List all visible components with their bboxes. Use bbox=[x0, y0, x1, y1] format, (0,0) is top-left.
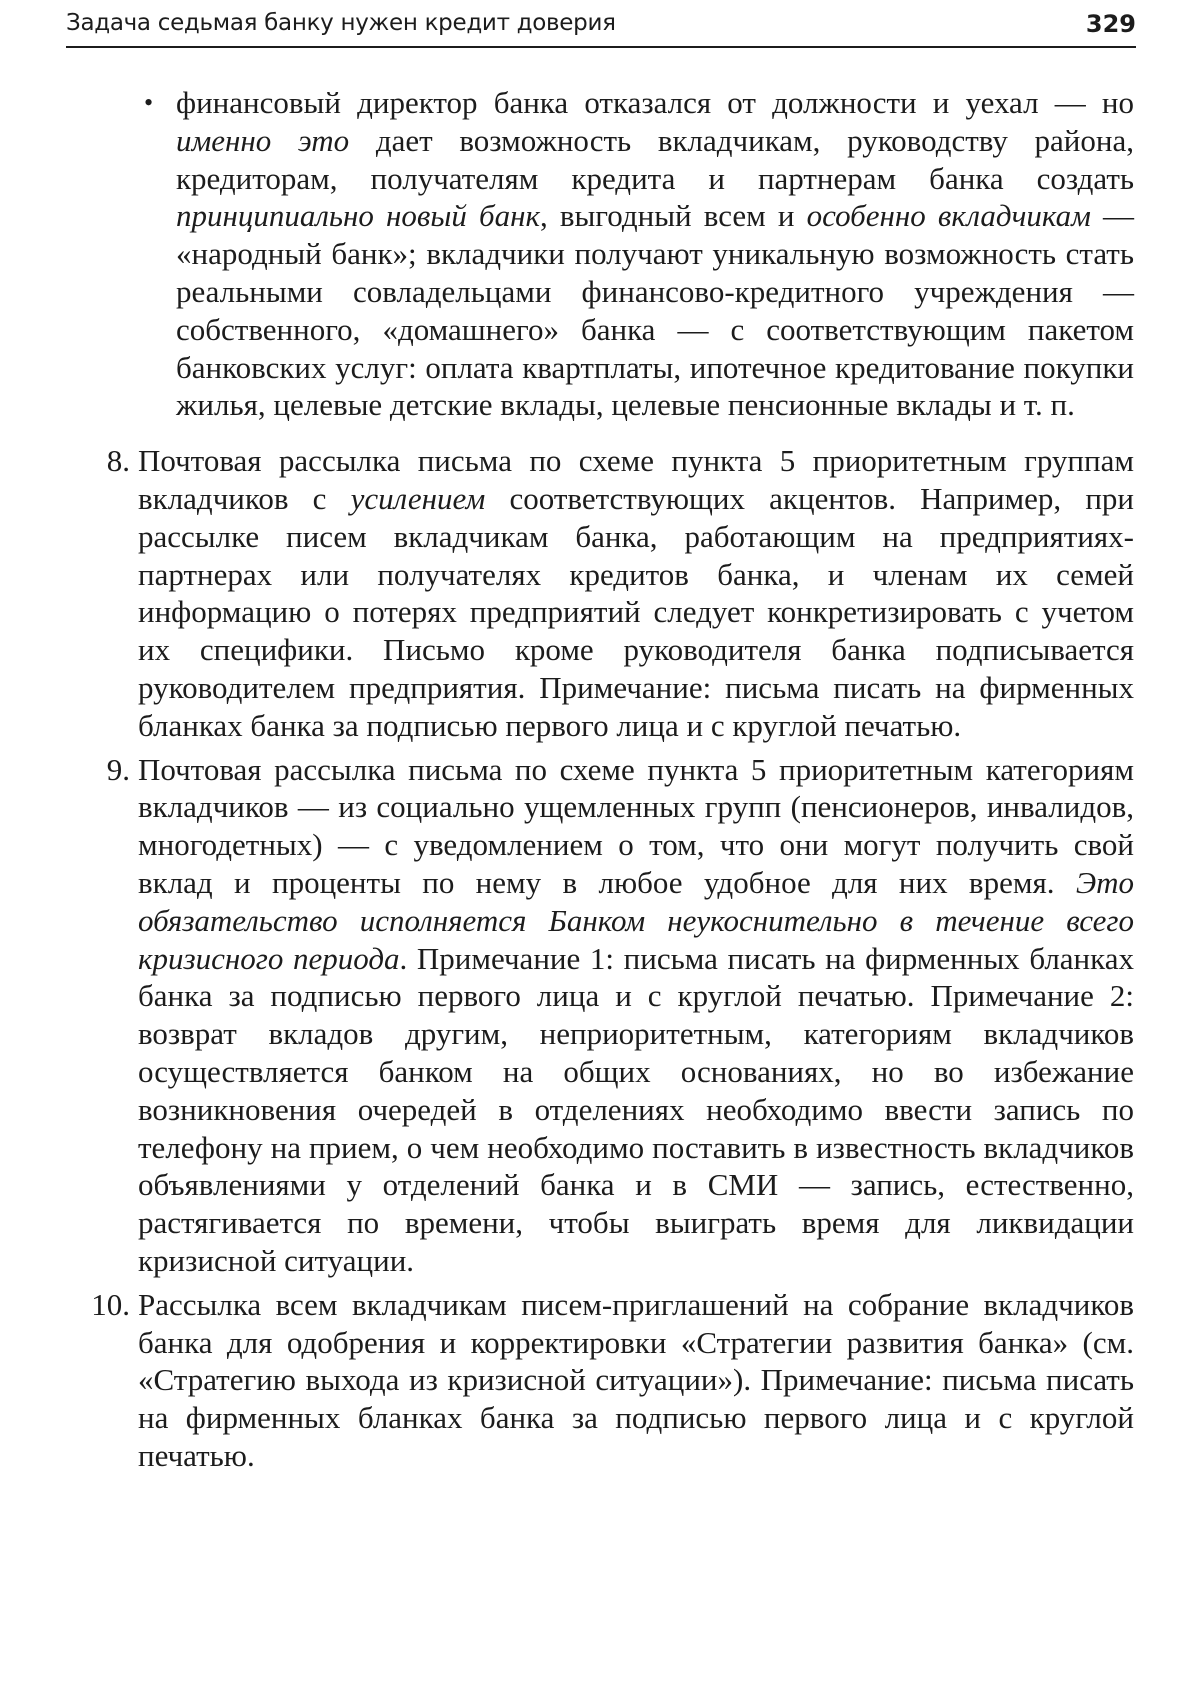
numbered-list-item-10 bbox=[86, 1286, 1134, 1475]
item-number: 10. bbox=[91, 1286, 130, 1322]
bullet-emphasis: именно это bbox=[176, 122, 350, 158]
item-text-part: . Примечание 1: письма писать на фирменных бланках банка за подписью первого лица и с круглой печатью. Примечание 2: возврат вкладов другим, неприоритетным, категориям вкладчиков осуществляется банком на общих основаниях, но во избежание возникновения очередей в отделениях необходимо ввести запись по телефону на прием, о чем необходимо поставить в известность вкладчиков объявлениями у отделений банка и в СМИ — запись, естественно, растягивается по времени, чтобы выиграть время для ликвидации кризисной ситуации. bbox=[138, 940, 1134, 1278]
item-text-part: Почтовая рассылка письма по схеме пункта 5 приоритетным группам вкладчиков с bbox=[138, 443, 1134, 516]
bullet-icon: • bbox=[144, 88, 154, 117]
numbered-list-item-9 bbox=[86, 751, 1134, 1280]
item-number: 8. bbox=[106, 443, 130, 479]
item-text-part: Почтовая рассылка письма по схеме пункта 5 приоритетным категориям вкладчиков — из социально ущемленных групп (пенсионеров, инвалидов, многодетных) — с уведомлением о том, что они могут получить свой вклад и проценты по нему в любое удобное для них время. bbox=[138, 751, 1134, 900]
bullet-emphasis: принципиально новый банк bbox=[176, 198, 540, 234]
bullet-text-part: финансовый директор банка отказался от должности и уехал — но bbox=[176, 85, 1134, 120]
item-text-part: соответствующих акцентов. Например, при рассылке писем вкладчикам банка, работающим на предприятиях-партнерах или получателях кредитов банка, и членам их семей информацию о потерях предприятий следует конкретизировать с учетом их специфики. Письмо кроме руководителя банка подписывается руководителем предприятия. Примечание: письма писать на фирменных бланках банка за подписью первого лица и с круглой печатью. bbox=[138, 480, 1134, 743]
bullet-text-part: , выгодный всем и bbox=[539, 198, 807, 234]
item-text-part: Рассылка всем вкладчикам писем-приглашений на собрание вкладчиков банка для одобрения и корректировки «Стратегии развития банка» (см. «Стратегию выхода из кризисной ситуации»). Примечание: письма писать на фирменных бланках банка за подписью первого лица и с круглой печатью. bbox=[138, 1286, 1134, 1473]
numbered-list-item-8 bbox=[86, 442, 1134, 744]
bullet-text-part: — «народный банк»; вкладчики получают уникальную возможность стать реальными совладельцами финансово-кредитного учреждения — собственного, «домашнего» банка — с соответствующим пакетом банковских услуг: оплата квартплаты, ипотечное кредитование покупки жилья, целевые детские вклады, целевые пенсионные вклады и т. п. bbox=[176, 198, 1135, 423]
bullet-list-item bbox=[86, 84, 1134, 424]
running-header bbox=[66, 6, 1136, 48]
bullet-emphasis: особенно вкладчикам bbox=[806, 198, 1091, 234]
item-number: 9. bbox=[106, 751, 130, 787]
bullet-text-part: дает возможность вкладчикам, руководству района, кредиторам, получателям кредита и партнерам банка создать bbox=[176, 122, 1134, 196]
item-emphasis: Это обязательство исполняется Банком неукоснительно в течение всего кризисного периода bbox=[138, 864, 1134, 976]
running-header-title: Задача седьмая банку нужен кредит доверия bbox=[66, 10, 616, 36]
item-emphasis: усилением bbox=[350, 480, 486, 516]
page-number: 329 bbox=[1085, 10, 1136, 38]
body-text bbox=[86, 84, 1134, 1475]
